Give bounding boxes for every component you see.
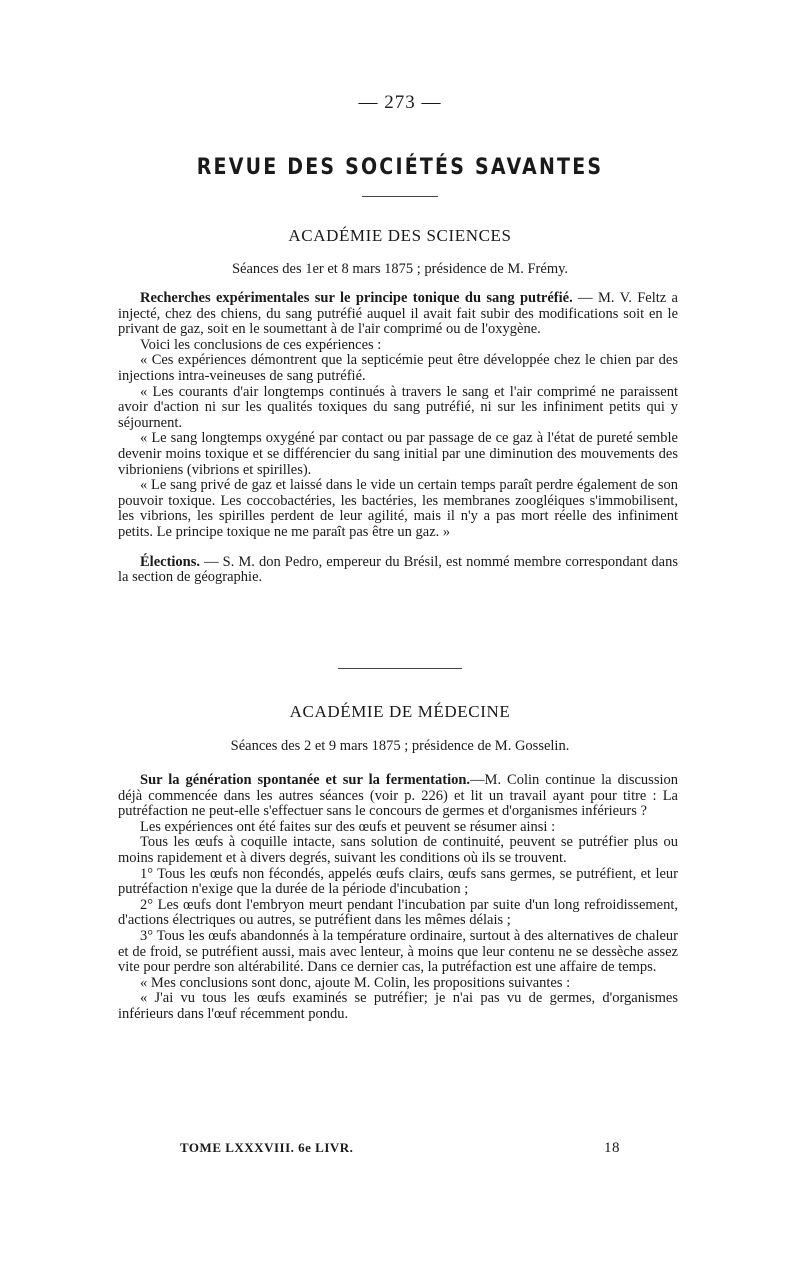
paragraph: « Les courants d'air longtemps continués à travers le sang et l'air comprimé ne paraissent avoir d'action ni sur les qualités toxiques du sang putréfié, ni sur les infiniment petits qui y séjournent. [118,383,678,431]
paragraph [118,555,678,586]
paragraph: Voici les conclusions de ces expériences : [140,336,382,353]
paragraph: 3° Tous les œufs abandonnés à la température ordinaire, surtout à des alternatives de chaleur et de froid, se putréfient aussi, mais avec lenteur, à moins que leur contenu ne se dessèche assez vite pour perdre son altérabilité. Dans ce dernier cas, la putréfaction est une affaire de temps. [118,927,678,976]
section-sessions: Séances des 2 et 9 mars 1875 ; présidence de M. Gosselin. [230,738,570,754]
paragraph: Les expériences ont été faites sur des œufs et peuvent se résumer ainsi : [140,818,556,835]
paragraph-text: — M. V. Feltz a injecté, chez des chiens, du sang putréfié auquel il avait fait subir des modifications soit en le privant de gaz, soit en le soumettant à de l'air comprimé ou de l'oxygène. [118,290,678,338]
divider [362,196,438,197]
paragraph [118,291,678,338]
page-footer [180,1140,620,1156]
paragraph: « Ces expériences démontrent que la septicémie peut être développée chez le chien par des injections intra-veineuses de sang putréfié. [118,352,678,384]
paragraph: 2° Les œufs dont l'embryon meurt pendant l'incubation par suite d'un long refroidissement, d'actions électriques ou autres, se putréfient dans les mêmes délais ; [118,896,678,929]
paragraph-lead: Sur la génération spontanée et sur la fermentation. [140,772,471,788]
section-title: ACADÉMIE DES SCIENCES [288,226,512,245]
rubric-title: REVUE DES SOCIÉTÉS SAVANTES [196,154,604,180]
paragraph-text: — S. M. don Pedro, empereur du Brésil, est nommé membre correspondant dans la section de géographie. [118,553,678,586]
paragraph: 1° Tous les œufs non fécondés, appelés œufs clairs, œufs sans germes, se putréfient, et leur putréfaction n'exige que la durée de la période d'incubation ; [118,865,678,898]
paragraph-lead: Recherches expérimentales sur le principe tonique du sang putréfié. [140,290,573,306]
paragraph [118,773,678,820]
section-body [118,773,678,1023]
section-title: ACADÉMIE DE MÉDECINE [289,702,511,721]
divider [338,668,462,669]
section-sessions: Séances des 1er et 8 mars 1875 ; présidence de M. Frémy. [231,261,569,277]
paragraph: « Le sang privé de gaz et laissé dans le vide un certain temps paraît perdre également de son pouvoir toxique. Les coccobactéries, les bactéries, les membranes zoogléiques s'immobilisent, les vibrions, les spirilles perdent de leur agilité, mais il n'y a pas mort réelle des infiniment petits. Le principe toxique ne me paraît pas être un gaz. » [118,477,678,540]
section-body [118,291,678,586]
volume-line: TOME LXXXVIII. 6e LIVR. [180,1140,354,1155]
paragraph: « Le sang longtemps oxygéné par contact ou par passage de ce gaz à l'état de pureté semble devenir moins toxique et se différencier du sang initial par une diminution des mouvements des vibrioniens (vibrions et spirilles). [118,430,678,478]
paragraph: « Mes conclusions sont donc, ajoute M. Colin, les propositions suivantes : [140,974,571,991]
page-number: — 273 — [358,92,442,113]
paragraph-lead: Élections. [140,553,201,570]
paragraph: « J'ai vu tous les œufs examinés se putréfier; je n'ai pas vu de germes, d'organismes inférieurs dans l'œuf récemment pondu. [118,990,678,1022]
signature-mark: 18 [604,1140,620,1156]
paragraph: Tous les œufs à coquille intacte, sans solution de continuité, peuvent se putréfier plus ou moins rapidement et à divers degrés, suivant les conditions où ils se trouvent. [118,834,678,866]
paragraph-text: —M. Colin continue la discussion déjà commencée dans les autres séances (voir p. 226) et lit un travail ayant pour titre : La putréfaction ne peut-elle s'effectuer sans le concours de germes et d'organismes inférieurs ? [118,772,678,820]
